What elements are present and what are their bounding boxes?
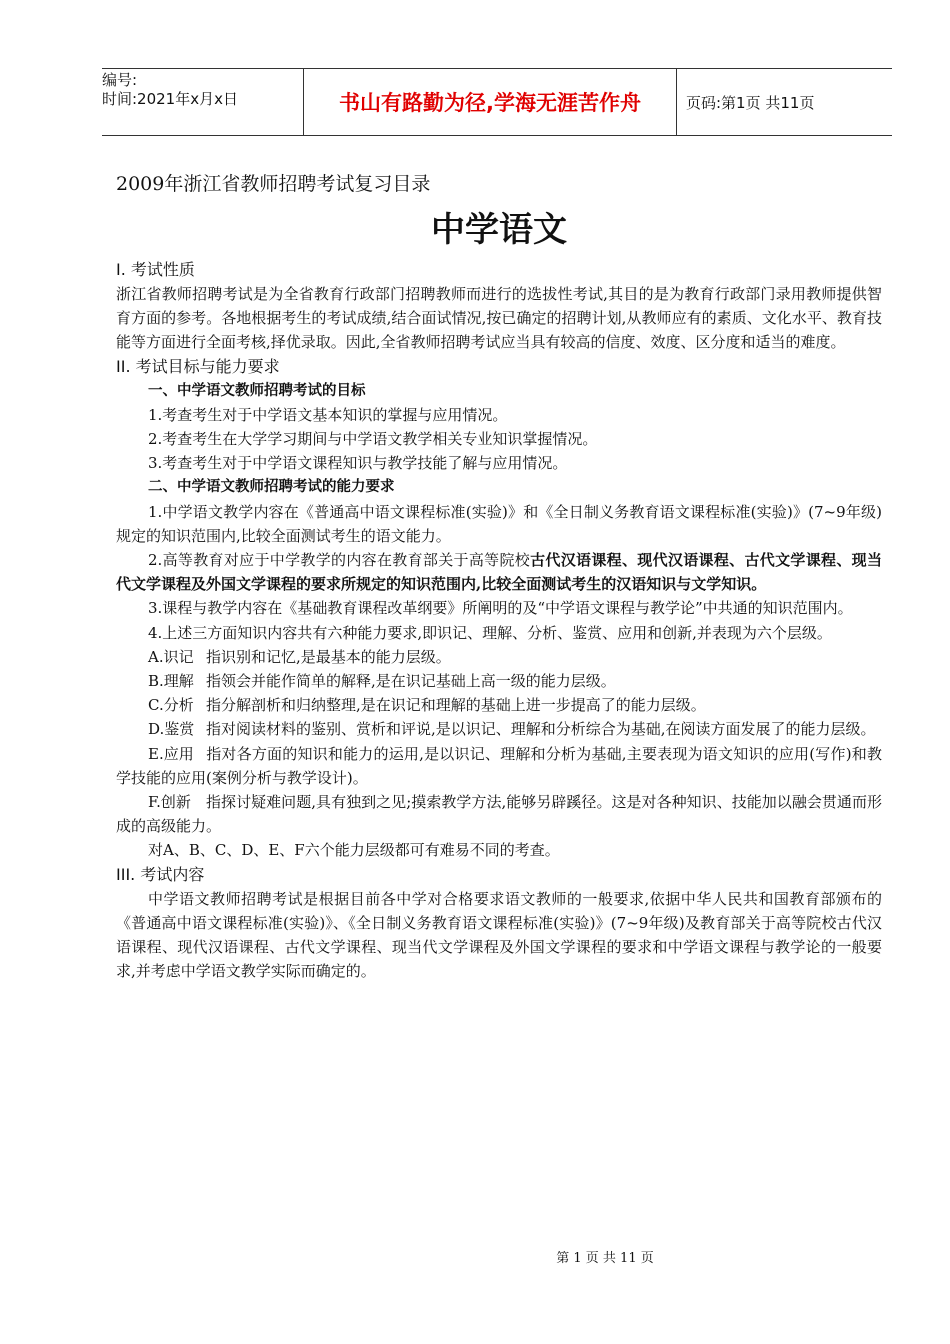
ability-item: 1.中学语文教学内容在《普通高中语文课程标准(实验)》和《全日制义务教育语文课程标准(实验)》(7~9年级)规定的知识范围内,比较全面测试考生的语文能力。 xyxy=(116,502,882,545)
level-desc: 指识别和记忆,是最基本的能力层级。 xyxy=(206,647,451,666)
footer-page-number: 第 1 页 共 11 页 xyxy=(556,1251,654,1266)
ability-item-bold-text: 古代汉语课程、现代汉语课程、古代文学课程、现当代文学课程及外国文学课程的要求所规定的知识范围内,比较全面测试考生的汉语知识与文学知识。 xyxy=(116,551,882,594)
level-desc: 指对各方面的知识和能力的运用,是以识记、理解和分析为基础,主要表现为语文知识的应用(写作)和教学技能的应用(案例分析与教学设计)。 xyxy=(116,744,882,787)
header-page-label: 页码:第1页 共11页 xyxy=(686,93,815,112)
goal-item: 2.考查考生在大学学习期间与中学语文教学相关专业知识掌握情况。 xyxy=(148,430,598,449)
header-meta xyxy=(102,69,302,137)
level-term: D.鉴赏 xyxy=(148,720,195,739)
section-1-heading: I. 考试性质 xyxy=(116,260,195,279)
header-motto: 书山有路勤为径,学海无涯苦作舟 xyxy=(303,69,677,135)
section-2-heading: II. 考试目标与能力要求 xyxy=(116,356,280,376)
level-desc: 指领会并能作简单的解释,是在识记基础上高一级的能力层级。 xyxy=(206,672,616,691)
page-footer xyxy=(0,1247,950,1266)
level-item xyxy=(116,717,882,741)
level-term: B.理解 xyxy=(148,672,194,691)
levels-closing: 对A、B、C、D、E、F六个能力层级都可有难易不同的考查。 xyxy=(148,841,560,860)
main-title: 中学语文 xyxy=(431,210,567,250)
subsection-goals-heading: 一、中学语文教师招聘考试的目标 xyxy=(148,382,366,399)
section-1-paragraph: 浙江省教师招聘考试是为全省教育行政部门招聘教师而进行的选拔性考试,其目的是为教育行政部门录用教师提供智育方面的参考。各地根据考生的考试成绩,结合面试情况,按已确定的招聘计划,从教师应有的素质、文化水平、教育技能等方面进行全面考核,择优录取。因此,全省教师招聘考试应当具有较高的信度、效度、区分度和适当的难度。 xyxy=(116,285,882,352)
level-item xyxy=(116,693,882,717)
level-desc: 指分解剖析和归纳整理,是在识记和理解的基础上进一步提高了的能力层级。 xyxy=(206,696,706,715)
goal-item: 1.考查考生对于中学语文基本知识的掌握与应用情况。 xyxy=(148,405,508,424)
level-item xyxy=(116,669,882,693)
level-item xyxy=(116,790,882,838)
page-header xyxy=(102,68,892,136)
subsection-ability-heading: 二、中学语文教师招聘考试的能力要求 xyxy=(148,479,395,496)
level-term: A.识记 xyxy=(148,647,194,666)
section-3-heading: III. 考试内容 xyxy=(116,864,205,884)
section-3-paragraph: 中学语文教师招聘考试是根据目前各中学对合格要求语文教师的一般要求,依据中华人民共和国教育部颁布的《普通高中语文课程标准(实验)》、《全日制义务教育语文课程标准(实验)》(7~9年级)及教育部关于高等院校古代汉语课程、现代汉语课程、古代文学课程、现当代文学课程及外国文学课程的要求和中学语文课程与教学论的一般要求,并考虑中学语文教学实际而确定的。 xyxy=(116,889,882,981)
ability-item: 4.上述三方面知识内容共有六种能力要求,即识记、理解、分析、鉴赏、应用和创新,并表现为六个层级。 xyxy=(148,623,832,642)
level-desc: 指探讨疑难问题,具有独到之见;摸索教学方法,能够另辟蹊径。这是对各种知识、技能加以融会贯通而形成的高级能力。 xyxy=(116,793,882,836)
level-item xyxy=(116,742,882,790)
ability-item-text: 2.高等教育对应于中学教学的内容在教育部关于高等院校 xyxy=(148,551,531,570)
ability-item xyxy=(116,548,882,596)
ability-item: 3.课程与教学内容在《基础教育课程改革纲要》所阐明的及“中学语文课程与教学论”中共通的知识范围内。 xyxy=(148,599,853,618)
level-desc: 指对阅读材料的鉴别、赏析和评说,是以识记、理解和分析综合为基础,在阅读方面发展了的能力层级。 xyxy=(206,720,876,739)
doc-title: 2009年浙江省教师招聘考试复习目录 xyxy=(116,173,431,195)
level-term: C.分析 xyxy=(148,696,194,715)
level-term: F.创新 xyxy=(148,793,191,812)
level-term: E.应用 xyxy=(148,744,194,763)
number-label: 编号: xyxy=(102,71,138,89)
level-item xyxy=(116,645,882,669)
document-body xyxy=(116,170,882,983)
goal-item: 3.考查考生对于中学语文课程知识与教学技能了解与应用情况。 xyxy=(148,454,568,473)
time-label: 时间:2021年x月x日 xyxy=(102,90,238,108)
